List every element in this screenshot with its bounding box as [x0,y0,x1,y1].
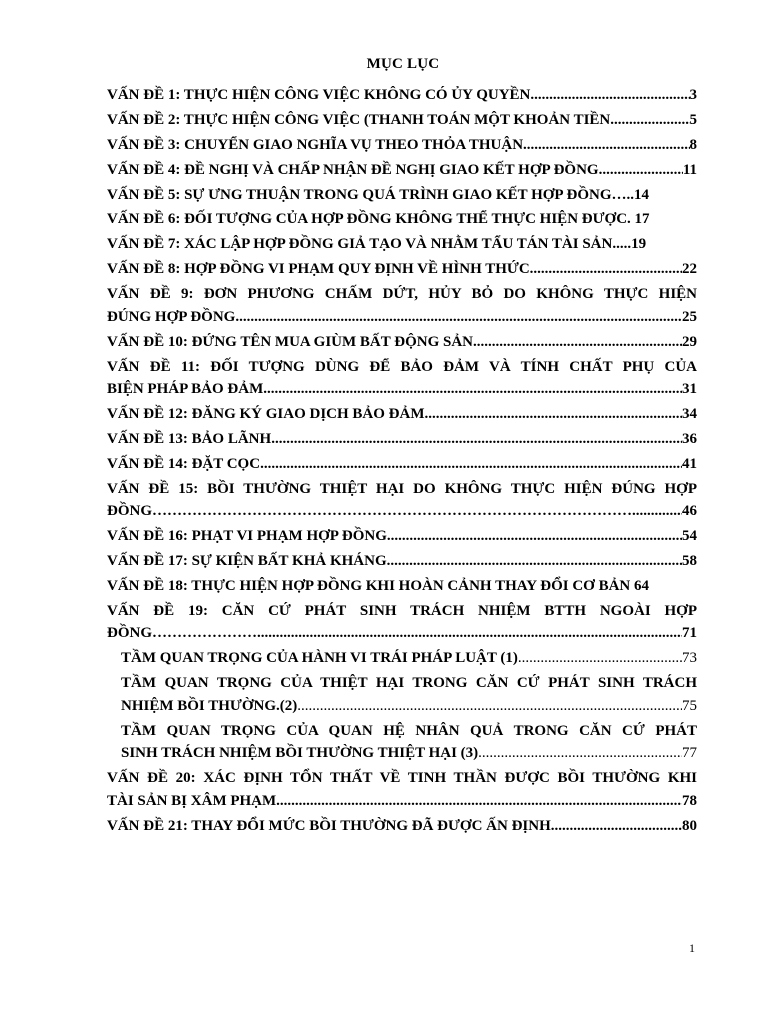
ellipsis-leader: ….. [611,186,634,203]
toc-entry-text: VẤN ĐỀ 19: CĂN CỨ PHÁT SINH TRÁCH NHIỆM BTTH NGOÀI HỢP [107,602,697,619]
toc-entry-text-cont: ĐỒNG [107,503,152,520]
toc-entry-page: 46 [682,503,697,520]
toc-entry-page: 5 [689,111,697,128]
dot-leader [260,453,682,476]
toc-entry[interactable] [107,525,697,548]
toc-entry-page: 14 [634,186,649,203]
dot-leader [387,550,682,573]
toc-entry-page: 71 [682,625,697,642]
dot-leader: ..... [612,236,632,253]
toc-entry-text: VẤN ĐỀ 7: XÁC LẬP HỢP ĐỒNG GIẢ TẠO VÀ NHẰM TẨU TÁN TÀI SẢN [107,236,613,253]
toc-entry-text: VẤN ĐỀ 21: THAY ĐỔI MỨC BỒI THƯỜNG ĐÃ ĐƯỢC ẤN ĐỊNH [107,817,551,834]
toc-entry-text: VẤN ĐỀ 12: ĐĂNG KÝ GIAO DỊCH BẢO ĐẢM [107,405,425,422]
page-number: 1 [689,941,695,955]
dot-leader [473,331,682,354]
toc-entry[interactable] [107,403,697,426]
toc-entry[interactable] [107,331,697,354]
toc-entry-text: VẤN ĐỀ 15: BỒI THƯỜNG THIỆT HẠI DO KHÔNG THỰC HIỆN ĐÚNG HỢP [107,480,697,497]
toc-entry-page: 36 [682,430,697,447]
dot-leader [551,815,682,838]
toc-entry-text: VẤN ĐỀ 3: CHUYỂN GIAO NGHĨA VỤ THEO THỎA THUẬN [107,136,524,153]
toc-entry-page: 41 [682,455,697,472]
toc-entry[interactable] [107,575,697,598]
toc-entry-text: VẤN ĐỀ 13: BẢO LÃNH [107,430,272,447]
toc-entry-page: 75 [682,697,697,714]
toc-entry-text-cont: SINH TRÁCH NHIỆM BỒI THƯỜNG THIỆT HẠI (3) [121,745,479,762]
ellipsis-leader: …………………………………………………………………………………… ..... [152,500,682,523]
toc-entry-page: 22 [682,261,697,278]
toc-entry[interactable] [107,159,697,182]
toc-entry-text: VẤN ĐỀ 5: SỰ ƯNG THUẬN TRONG QUÁ TRÌNH GIAO KẾT HỢP ĐỒNG [107,186,612,203]
toc-entry-page: 31 [682,381,697,398]
dot-leader [276,790,682,813]
toc-entry-text: VẤN ĐỀ 17: SỰ KIỆN BẤT KHẢ KHÁNG [107,553,387,570]
toc-entry-text: VẤN ĐỀ 20: XÁC ĐỊNH TỔN THẤT VỀ TINH THẦN ĐƯỢC BỒI THƯỜNG KHI [107,770,697,787]
toc-entry-text: VẤN ĐỀ 2: THỰC HIỆN CÔNG VIỆC (THANH TOÁN MỘT KHOẢN TIỀN [107,111,611,128]
toc-entry-text: VẤN ĐỀ 4: ĐỀ NGHỊ VÀ CHẤP NHẬN ĐỀ NGHỊ GIAO KẾT HỢP ĐỒNG [107,161,599,178]
dot-leader [530,258,682,281]
toc-entry-page: 17 [634,211,650,228]
toc-entry-text: TẦM QUAN TRỌNG CỦA HÀNH VI TRÁI PHÁP LUẬT (1) [121,650,518,667]
toc-entry[interactable] [107,453,697,476]
toc-entry-text: VẤN ĐỀ 8: HỢP ĐỒNG VI PHẠM QUY ĐỊNH VỀ HÌNH THỨC [107,261,530,278]
dot-leader [297,695,682,718]
dot-leader [263,378,682,401]
toc-entry-text: TẦM QUAN TRỌNG CỦA THIỆT HẠI TRONG CĂN CỨ PHÁT SINH TRÁCH [121,675,697,692]
toc-entry-page: 25 [682,308,697,325]
toc-entry[interactable] [107,84,697,107]
toc-entry-text: VẤN ĐỀ 9: ĐƠN PHƯƠNG CHẤM DỨT, HỦY BỎ DO KHÔNG THỰC HIỆN [107,286,697,303]
dot-leader [518,647,682,670]
toc-entry[interactable] [107,767,697,812]
toc-entry[interactable] [107,233,697,256]
toc-entry[interactable] [107,258,697,281]
dot-leader [425,403,683,426]
toc-entry[interactable] [107,428,697,451]
toc-entry-page: 58 [682,553,697,570]
toc-entry-page: 8 [689,136,697,153]
dot-leader [599,159,683,182]
toc-entry-text: TẦM QUAN TRỌNG CỦA QUAN HỆ NHÂN QUẢ TRONG CĂN CỨ PHÁT [121,722,697,739]
toc-entry-page: 78 [682,792,697,809]
toc-entry-text: VẤN ĐỀ 18: THỰC HIỆN HỢP ĐỒNG KHI HOÀN CẢNH THAY ĐỔI CƠ BẢN [107,577,631,594]
toc-entry-page: 19 [631,236,647,253]
dot-leader [530,84,689,107]
toc-entry[interactable] [107,184,697,207]
toc-entry-text: VẤN ĐỀ 1: THỰC HIỆN CÔNG VIỆC KHÔNG CÓ ỦY QUYỀN [107,87,531,103]
toc-entry-page: 11 [682,161,697,178]
toc-entry-page: 64 [634,577,649,594]
toc-entry[interactable] [107,109,697,132]
dot-leader [387,525,682,548]
toc-entry[interactable] [107,600,697,645]
dot-leader [235,306,682,329]
toc-entry[interactable] [107,208,697,231]
toc-entry-page: 73 [682,650,697,667]
toc-entry[interactable] [107,815,697,838]
toc-entry[interactable] [107,134,697,157]
toc-entry-text-cont: TÀI SẢN BỊ XÂM PHẠM [107,792,277,809]
table-of-contents [107,84,697,840]
dot-leader [478,742,682,765]
dot-leader [271,428,682,451]
toc-entry-page: 3 [689,87,697,103]
dot-leader [610,109,689,132]
toc-subentry[interactable] [107,672,697,717]
toc-entry-text-cont: ĐÚNG HỢP ĐỒNG [107,308,236,325]
toc-entry-text: VẤN ĐỀ 11: ĐỐI TƯỢNG DÙNG ĐỂ BẢO ĐẢM VÀ TÍNH CHẤT PHỤ CỦA [107,358,697,375]
toc-entry-text: VẤN ĐỀ 16: PHẠT VI PHẠM HỢP ĐỒNG [107,528,387,545]
dot-leader [257,622,682,645]
toc-entry-page: 34 [682,405,697,422]
toc-entry-page: 77 [682,745,697,762]
toc-entry[interactable] [107,550,697,573]
toc-entry[interactable] [107,283,697,328]
toc-entry-text-cont: NHIỆM BỒI THƯỜNG.(2) [121,697,298,714]
toc-entry-text: VẤN ĐỀ 14: ĐẶT CỌC [107,455,261,472]
toc-entry-page: 29 [682,333,697,350]
toc-title: MỤC LỤC [366,56,440,72]
toc-subentry[interactable] [107,720,697,765]
toc-entry[interactable] [107,356,697,401]
toc-entry-text-cont: ĐỒNG [107,625,152,642]
toc-entry[interactable] [107,478,697,523]
toc-entry-text: VẤN ĐỀ 6: ĐỐI TƯỢNG CỦA HỢP ĐỒNG KHÔNG THỂ THỰC HIỆN ĐƯỢC. [107,211,631,228]
toc-entry-text: VẤN ĐỀ 10: ĐỨNG TÊN MUA GIÙM BẤT ĐỘNG SẢN [107,333,473,350]
toc-entry-page: 80 [682,817,697,834]
toc-entry-text-cont: BIỆN PHÁP BẢO ĐẢM [107,381,264,398]
dot-leader [523,134,689,157]
toc-entry-page: 54 [682,528,697,545]
toc-subentry[interactable] [107,647,697,670]
ellipsis-leader: ………………… [152,625,257,642]
